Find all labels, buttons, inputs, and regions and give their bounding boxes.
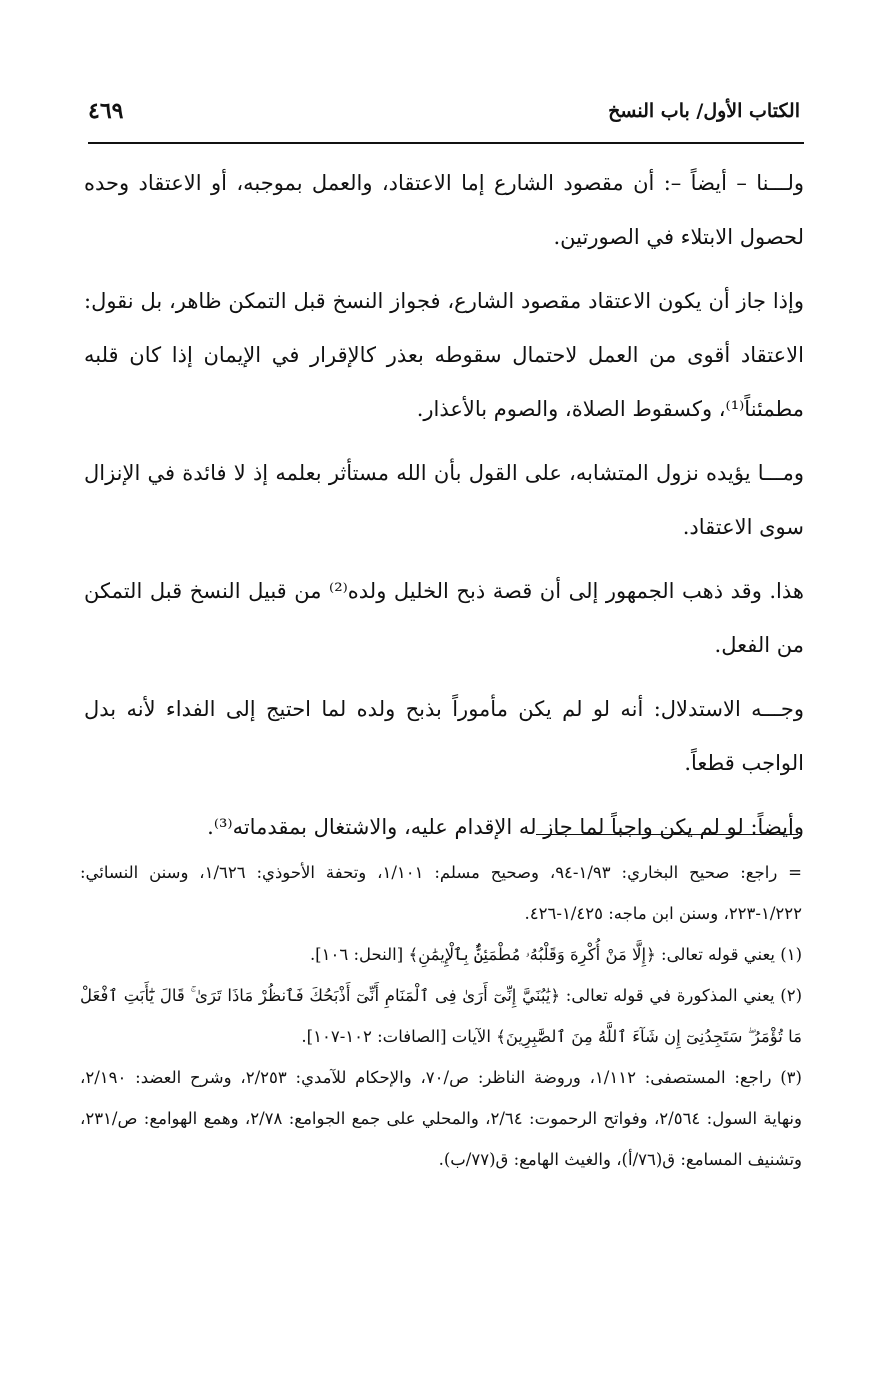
paragraph: وجـــه الاستدلال: أنه لو لم يكن مأموراً بذبح ولده لما احتيج إلى الفداء لأنه بدل الواجب قطعاً. xyxy=(84,697,804,775)
paragraph: ولـــنا – أيضاً –: أن مقصود الشارع إما الاعتقاد، والعمل بموجبه، أو الاعتقاد وحده لحصول الابتلاء في الصورتين. xyxy=(84,171,804,249)
paragraph: هذا. وقد ذهب الجمهور إلى أن قصة ذبح الخليل ولده⁽²⁾ من قبيل النسخ قبل التمكن من الفعل. xyxy=(84,579,804,657)
main-text xyxy=(84,156,804,864)
page-header xyxy=(88,92,800,130)
paragraph: وأيضاً: لو لم يكن واجباً لما جاز له الإقدام عليه، والاشتغال بمقدماته⁽³⁾. xyxy=(207,815,804,839)
page-number: ٤٦٩ xyxy=(88,98,124,124)
footnote-2: (٢) يعني المذكورة في قوله تعالى: ﴿يَٰبُنَيَّ إِنِّىٓ أَرَىٰ فِى ٱلْمَنَامِ أَنِّىٓ أَذْبَحُكَ فَٱنظُرْ مَاذَا تَرَىٰ ۚ قَالَ يَٰٓأَبَتِ ٱفْعَلْ مَا تُؤْمَرُ ۖ سَتَجِدُنِىٓ إِن شَآءَ ٱللَّهُ مِنَ ٱلصَّٰبِرِينَ﴾ الآيات [الصافات: ١٠٢-١٠٧]. xyxy=(80,986,802,1046)
footnote-continuation: = راجع: صحيح البخاري: ١/٩٣-٩٤، وصحيح مسلم: ١/١٠١، وتحفة الأحوذي: ١/٦٢٦، وسنن النسائي: ١/٢٢٢-٢٢٣، وسنن ابن ماجه: ١/٤٢٥-٤٢٦. xyxy=(80,863,802,923)
footnote-separator xyxy=(536,834,798,835)
running-title: الكتاب الأول/ باب النسخ xyxy=(608,100,800,122)
footnotes xyxy=(80,852,802,1180)
paragraph: وإذا جاز أن يكون الاعتقاد مقصود الشارع، فجواز النسخ قبل التمكن ظاهر، بل نقول: الاعتقاد أقوى من العمل لاحتمال سقوطه بعذر كالإقرار في الإيمان إذا كان قلبه مطمئناً⁽¹⁾، وكسقوط الصلاة، والصوم بالأعذار. xyxy=(84,289,804,421)
footnote-3: (٣) راجع: المستصفى: ١/١١٢، وروضة الناظر: ص/٧٠، والإحكام للآمدي: ٢/٢٥٣، وشرح العضد: ٢/١٩٠، ونهاية السول: ٢/٥٦٤، وفواتح الرحموت: ٢/٦٤، والمحلي على جمع الجوامع: ٢/٧٨، وهمع الهوامع: ص/٢٣١، وتشنيف المسامع: ق(٧٦/أ)، والغيث الهامع: ق(٧٧/ب). xyxy=(80,1068,802,1169)
paragraph: ومـــا يؤيده نزول المتشابه، على القول بأن الله مستأثر بعلمه إذ لا فائدة في الإنزال سوى الاعتقاد. xyxy=(84,461,804,539)
header-rule xyxy=(88,142,804,144)
footnote-1: (١) يعني قوله تعالى: ﴿إِلَّا مَنْ أُكْرِهَ وَقَلْبُهُۥ مُطْمَئِنٌّۢ بِٱلْإِيمَٰنِ﴾ [النحل: ١٠٦]. xyxy=(309,945,802,964)
